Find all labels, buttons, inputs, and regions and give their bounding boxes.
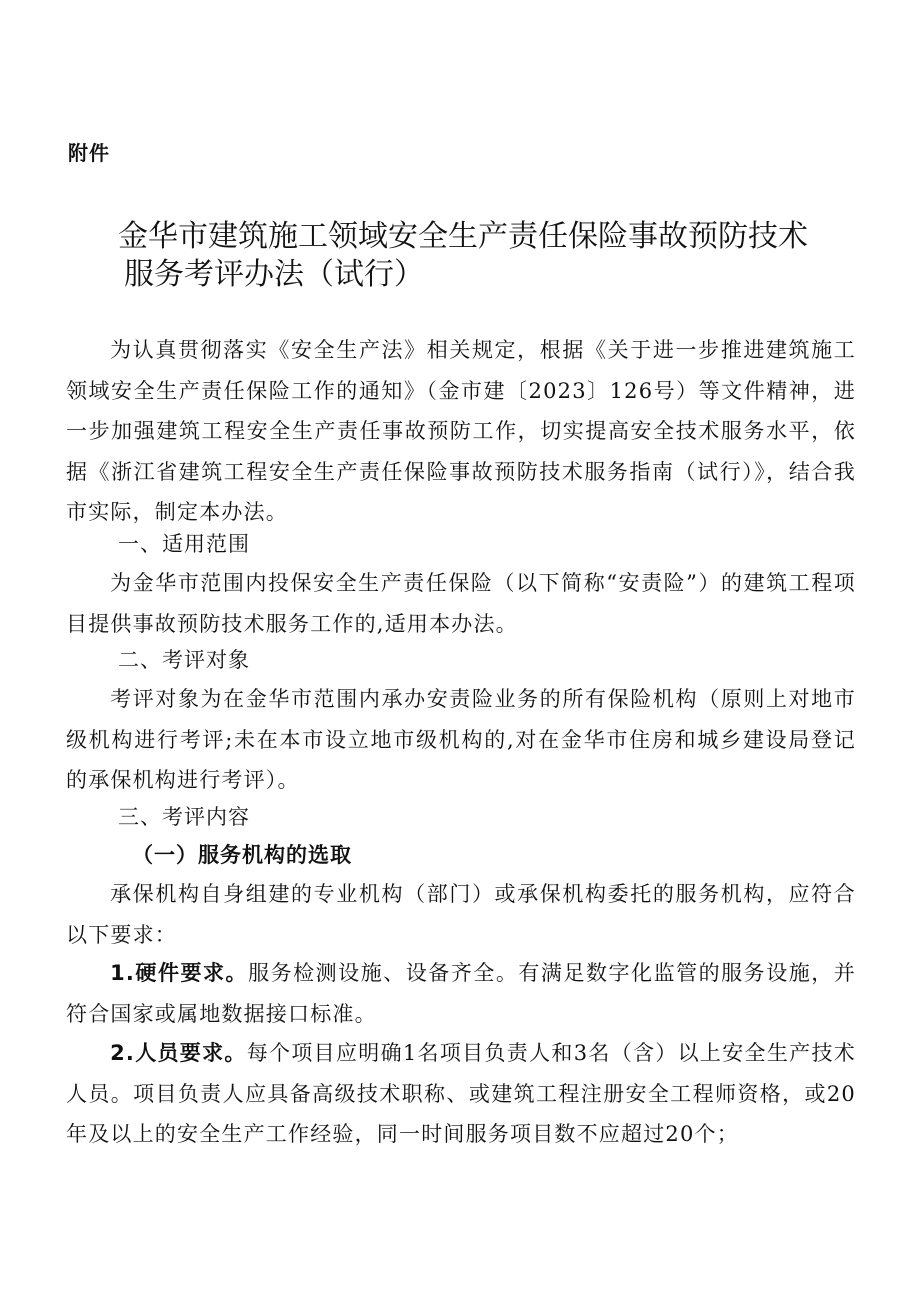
section-3-heading: 三、考评内容: [118, 805, 250, 829]
section-3-sub-1-heading: （一）服务机构的选取: [132, 843, 352, 867]
item-2-lead: 2.人员要求。: [110, 1041, 247, 1065]
section-2-heading: 二、考评对象: [118, 648, 250, 672]
intro-paragraph: 为认真贯彻落实《安全生产法》相关规定，根据《关于进一步推进建筑施工领域安全生产责任保险工作的通知》（金市建〔2023〕126号）等文件精神，进一步加强建筑工程安全生产责任事故预防工作，切实提高安全技术服务水平，依据《浙江省建筑工程安全生产责任保险事故预防技术服务指南（试行）》，结合我市实际，制定本办法。: [66, 338, 856, 524]
document-title-line-2: 服务考评办法（试行）: [124, 257, 424, 292]
section-1-body: 为金华市范围内投保安全生产责任保险（以下简称“安责险”）的建筑工程项目提供事故预防技术服务工作的,适用本办法。: [66, 571, 856, 636]
document-title-line-1: 金华市建筑施工领域安全生产责任保险事故预防技术: [118, 219, 808, 254]
item-1-paragraph: [66, 953, 856, 1034]
attachment-label: 附件: [68, 141, 110, 165]
section-3-sub-1-body: 承保机构自身组建的专业机构（部门）或承保机构委托的服务机构，应符合以下要求：: [66, 882, 856, 947]
item-1-lead: 1.硬件要求。: [110, 961, 249, 985]
item-1-body: 服务检测设施、设备齐全。有满足数字化监管的服务设施，并符合国家或属地数据接口标准。: [66, 961, 856, 1026]
item-2-body: 每个项目应明确1名项目负责人和3名（含）以上安全生产技术人员。项目负责人应具备高级技术职称、或建筑工程注册安全工程师资格，或20年及以上的安全生产工作经验，同一时间服务项目数不应超过20个；: [66, 1041, 856, 1146]
section-1-heading: 一、适用范围: [118, 532, 250, 556]
section-2-body: 考评对象为在金华市范围内承办安责险业务的所有保险机构（原则上对地市级机构进行考评;未在本市设立地市级机构的,对在金华市住房和城乡建设局登记的承保机构进行考评）。: [66, 687, 856, 792]
item-2-paragraph: [66, 1033, 856, 1155]
